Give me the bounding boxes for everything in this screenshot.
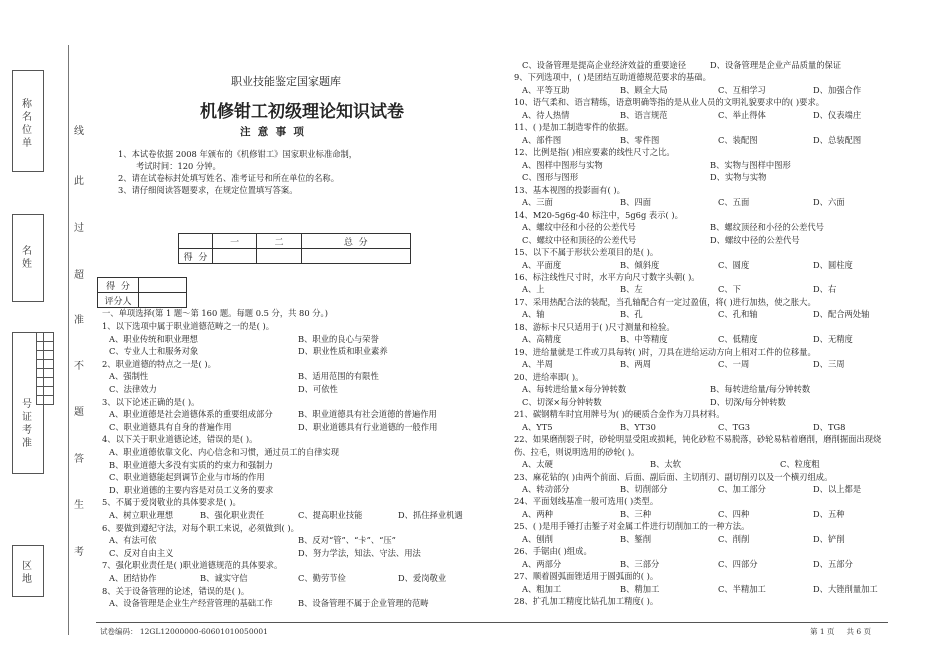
option-b: B、顾全大局	[620, 84, 668, 95]
option-b: B、强化职业责任	[200, 510, 265, 520]
option-b: B、设备管理不属于企业管理的范畴	[298, 598, 429, 609]
option-c: C、四部分	[718, 558, 758, 569]
score-cell-1[interactable]	[213, 249, 257, 264]
cut-char: 超	[74, 270, 84, 281]
question-text: 25、( )是用手锤打击錾子对金属工件进行切削加工的一种方法。	[514, 521, 750, 532]
option-a: A、太硬	[522, 459, 553, 470]
score-table	[178, 233, 411, 264]
option-left: C、设备管理是提高企业经济效益的重要途径	[522, 60, 686, 70]
option-d: D、五种	[813, 508, 845, 519]
option-d: D、五部分	[813, 558, 853, 569]
question-text: 13、基本视图的投影面有( )。	[514, 184, 625, 195]
option-a: A、粗加工	[522, 583, 562, 594]
option-c: C、粒度粗	[780, 459, 820, 470]
question-text: 12、比例是指( )相应要素的线性尺寸之比。	[514, 147, 675, 158]
option-a: A、刨削	[522, 533, 553, 544]
cut-char: 线	[74, 126, 84, 137]
cut-char: 此	[74, 176, 84, 187]
question-text: 10、语气柔和、语言精练，语意明确等指的是从业人员的文明礼貌要求中的( )要求。	[514, 97, 825, 108]
question-text: 5、不属于爱岗敬业的具体要求是( )。	[102, 497, 241, 508]
exam-id-cell[interactable]	[36, 396, 54, 405]
option-c: C、四种	[718, 508, 750, 519]
option-b: B、反对“管”、“卡”、“压”	[298, 535, 396, 546]
option-d: D、爱岗敬业	[398, 573, 447, 583]
option-right: D、螺纹中径的公差代号	[710, 234, 800, 245]
option-b: B、YT30	[620, 421, 656, 432]
question-text: 19、进给量就是工件或刀具每转( )时，刀具在进给运动方向上相对工件的位移量。	[514, 346, 816, 357]
option-d: D、六面	[813, 197, 845, 208]
option-d: D、无精度	[813, 334, 853, 345]
score-col-1: 一	[213, 234, 257, 249]
option-left: C、图形与图形	[522, 172, 579, 183]
option-a: A、三面	[522, 197, 553, 208]
paper-code: 试卷编码： 12GL12000000-60601010050001	[100, 627, 268, 636]
exam-id-cell[interactable]	[36, 387, 54, 396]
grader-table	[97, 277, 187, 308]
option-c: C、勤劳节俭	[298, 573, 346, 583]
question-text: 11、( )是加工制造零件的依据。	[514, 122, 634, 133]
cut-char: 不	[74, 361, 84, 372]
option-c: C、反对自由主义	[109, 547, 174, 558]
option-c: C、法律效力	[109, 384, 157, 394]
option-a: A、待人热情	[522, 109, 570, 120]
question-text: 18、游标卡尺只适用于( )尺寸测量和检验。	[514, 321, 675, 332]
option-d: D、右	[813, 284, 837, 295]
note-3: 3、请仔细阅读答题要求，在规定位置填写答案。	[118, 185, 298, 195]
exam-id-cell[interactable]	[36, 332, 54, 342]
section-heading: 一、单项选择(第 1 题～第 160 题。每题 0.5 分，共 80 分。)	[102, 308, 328, 318]
option-left: A、螺纹中径和小径的公差代号	[522, 222, 636, 233]
exam-bank: 职业技能鉴定国家题库	[231, 75, 341, 88]
option-b: B、两周	[620, 359, 651, 370]
option-left: C、螺纹中径和顶径的公差代号	[522, 234, 637, 245]
option-d: D、职业性质和职业素养	[298, 346, 388, 357]
region-label: 区地	[22, 561, 32, 585]
option-c: C、TG3	[718, 421, 751, 432]
option-line: B、职业道德大多没有实质的约束力和强制力	[109, 459, 273, 470]
option-line: C、职业道德能起到调节企业与市场的作用	[109, 472, 265, 483]
option-a: A、团结协作	[109, 573, 157, 583]
score-col-total: 总 分	[301, 234, 410, 249]
option-b: B、诚实守信	[200, 573, 248, 583]
option-right: D、实物与实物	[710, 172, 767, 183]
option-b: B、太软	[650, 459, 681, 470]
question-text: 20、进给率即( )。	[514, 371, 584, 382]
option-c: C、五面	[718, 197, 750, 208]
option-a: A、树立职业理想	[109, 510, 174, 520]
score-cell-total[interactable]	[301, 249, 410, 264]
exam-id-grid	[36, 332, 54, 402]
grader-score-cell[interactable]	[139, 278, 187, 293]
option-c: C、加工部分	[718, 483, 766, 494]
option-right: B、螺纹顶径和小径的公差代号	[710, 222, 824, 233]
question-text: 8、关于设备管理的论述，错误的是( )。	[102, 585, 250, 596]
option-left: C、切深×每分钟转数	[522, 396, 602, 407]
cut-char: 考	[74, 547, 84, 558]
question-text: 6、要做到遵纪守法，对每个职工来说，必须做到( )。	[102, 522, 299, 533]
option-d: D、加强合作	[813, 84, 862, 95]
note-1b: 考试时间：120 分钟。	[136, 161, 221, 171]
option-a: A、半周	[522, 359, 553, 370]
option-c: C、削削	[718, 533, 750, 544]
option-d: D、三周	[813, 359, 845, 370]
question-text: 3、以下论述正确的是( )。	[102, 396, 200, 407]
option-line: A、职业道德依靠文化、内心信念和习惯，通过员工的自律实现	[109, 447, 340, 457]
option-b: B、孔	[620, 309, 643, 320]
cut-char: 题	[74, 407, 84, 418]
option-a: A、轴	[522, 309, 545, 320]
question-text: 21、碳钢精车时宜用牌号为( )的硬质合金作为刀具材料。	[514, 409, 725, 420]
cut-char: 生	[74, 500, 84, 511]
option-b: B、三部分	[620, 558, 660, 569]
question-text: 24、平面划线基准一般可选用( )类型。	[514, 496, 659, 507]
grader-score-label: 得 分	[98, 278, 139, 293]
option-c: C、职业道德具有自身的普遍作用	[109, 421, 232, 432]
question-text: 4、以下关于职业道德论述，错误的是( )。	[102, 434, 258, 445]
option-a: A、转动部分	[522, 483, 570, 494]
option-b: B、錾削	[620, 533, 651, 544]
question-text: 2、职业道德的特点之一是( )。	[102, 358, 216, 369]
option-d: D、职业道德具有行业道德的一般作用	[298, 421, 438, 432]
option-left: A、每转进给量×每分钟转数	[522, 384, 627, 395]
option-b: B、切削部分	[620, 483, 668, 494]
option-c: C、孔和轴	[718, 309, 758, 320]
option-d: D、仪表端庄	[813, 109, 862, 120]
question-text: 15、以下不属于形状公差项目的是( )。	[514, 247, 659, 258]
option-a: A、职业传统和职业理想	[109, 333, 198, 344]
option-b: B、适用范围的有限性	[298, 371, 379, 382]
option-a: A、两部分	[522, 558, 562, 569]
question-text: 伤、拉毛，则说明选用的砂轮( )。	[514, 446, 640, 457]
option-b: B、精加工	[620, 583, 660, 594]
score-col-2: 二	[257, 234, 301, 249]
cut-char: 准	[74, 315, 84, 326]
option-a: A、部件图	[522, 134, 562, 145]
option-b: B、三种	[620, 508, 651, 519]
question-text: 7、强化职业责任是( )职业道德规范的具体要求。	[102, 560, 283, 571]
option-d: D、TG8	[813, 421, 846, 432]
exam-id-cell[interactable]	[36, 378, 54, 387]
notes-title: 注 意 事 项	[240, 126, 304, 138]
question-text: 9、下列选项中，( )是团结互助道德规范要求的基础。	[514, 72, 711, 83]
option-c: C、举止得体	[718, 109, 766, 120]
option-a: A、高精度	[522, 334, 562, 345]
note-2: 2、请在试卷标封处填写姓名、准考证号和所在单位的名称。	[118, 173, 339, 183]
question-text: 17、采用热配合法的装配，当孔轴配合有一定过盈值，将( )进行加热，使之胀大。	[514, 296, 816, 307]
binding-line	[68, 45, 69, 635]
cut-char: 过	[74, 223, 84, 234]
option-right: B、实物与图样中图形	[710, 159, 791, 170]
option-c: C、下	[718, 284, 741, 295]
question-text: 28、扩孔加工精度比钻孔加工精度( )。	[514, 596, 659, 607]
option-right: D、切深/每分钟转数	[710, 396, 786, 407]
option-d: D、圆柱度	[813, 259, 853, 270]
option-a: A、两种	[522, 508, 553, 519]
option-b: B、零件图	[620, 134, 660, 145]
footer-rule	[96, 622, 888, 623]
option-a: A、平面度	[522, 259, 562, 270]
option-a: A、有法可依	[109, 535, 157, 546]
exam-id-cell[interactable]	[36, 351, 54, 360]
exam-title: 机修钳工初级理论知识试卷	[200, 102, 404, 122]
exam-id-cell[interactable]	[36, 369, 54, 378]
option-b: B、中等精度	[620, 334, 668, 345]
page-indicator: 第 1 页 共 6 页	[810, 627, 871, 636]
option-c: C、提高职业技能	[298, 510, 363, 520]
score-blank	[179, 234, 213, 249]
option-b: B、倾斜度	[620, 259, 660, 270]
question-text: 26、手锯由( )组成。	[514, 546, 592, 557]
option-b: B、四面	[620, 197, 651, 208]
grader-name-label: 评分人	[98, 293, 139, 308]
option-d: D、总装配图	[813, 134, 862, 145]
option-d: D、可依性	[298, 384, 338, 394]
option-c: C、半精加工	[718, 583, 766, 594]
name-label: 名姓	[22, 246, 32, 270]
question-text: 27、顺着圆弧面锉适用于圆弧面的( )。	[514, 571, 659, 582]
option-a: A、YT5	[522, 421, 553, 432]
option-c: C、专业人士和服务对象	[109, 346, 199, 357]
option-b: B、左	[620, 284, 643, 295]
option-left: A、图样中图形与实物	[522, 159, 603, 170]
option-b: B、职业道德具有社会道德的普遍作用	[298, 409, 437, 420]
option-d: D、配合两处轴	[813, 309, 870, 320]
option-d: D、大锉削量加工	[813, 583, 878, 594]
option-c: C、圆度	[718, 259, 750, 270]
option-c: C、低精度	[718, 334, 758, 345]
option-c: C、装配图	[718, 134, 758, 145]
score-cell-2[interactable]	[257, 249, 301, 264]
option-line: D、职业道德的主要内容是对员工义务的要求	[109, 484, 274, 495]
exam-id-cell[interactable]	[36, 342, 54, 351]
score-row-label: 得 分	[179, 249, 213, 264]
option-c: C、互相学习	[718, 84, 766, 95]
option-a: A、上	[522, 284, 545, 295]
cut-char: 答	[74, 454, 84, 465]
option-right: D、设备管理是企业产品质量的保证	[710, 60, 842, 70]
question-text: 23、麻花钻的( )由两个前面、后面、副后面、主切削刃、副切削刃以及一个横刃组成。	[514, 471, 833, 482]
option-b: B、职业的良心与荣誉	[298, 333, 379, 344]
option-a: A、设备管理是企业生产经营管理的基础工作	[109, 598, 273, 609]
grader-name-cell[interactable]	[139, 293, 187, 308]
option-b: B、语言规范	[620, 109, 668, 120]
option-a: A、平等互助	[522, 84, 570, 95]
option-c: C、一周	[718, 359, 750, 370]
note-1: 1、本试卷依据 2008 年颁布的《机修钳工》国家职业标准命制，	[118, 149, 358, 159]
question-text: 16、标注线性尺寸时，水平方向尺寸数字头朝( )。	[514, 271, 700, 282]
option-a: A、职业道德是社会道德体系的重要组成部分	[109, 409, 273, 420]
question-text: 1、以下选项中属于职业道德范畴之一的是( )。	[102, 321, 275, 331]
option-d: D、抓住择业机遇	[398, 510, 463, 520]
exam-id-cell[interactable]	[36, 360, 54, 369]
option-right: B、每转进给量/每分钟转数	[710, 384, 811, 395]
unit-name-label: 称名位单	[22, 99, 32, 149]
question-text: 14、M20-5g6g-40 标注中，5g6g 表示( )。	[514, 209, 683, 220]
option-d: D、铲削	[813, 533, 845, 544]
option-d: D、以上都是	[813, 483, 862, 494]
question-text: 22、如果磨削裂子时，砂轮明显受阻或损耗，钝化砂粒不易脱落，砂轮易粘着磨削，磨削掘面出现烧	[514, 434, 882, 445]
exam-id-label: 号证考准	[22, 399, 32, 449]
option-a: A、强制性	[109, 371, 149, 382]
option-d: D、努力学法，知法、守法、用法	[298, 547, 421, 558]
